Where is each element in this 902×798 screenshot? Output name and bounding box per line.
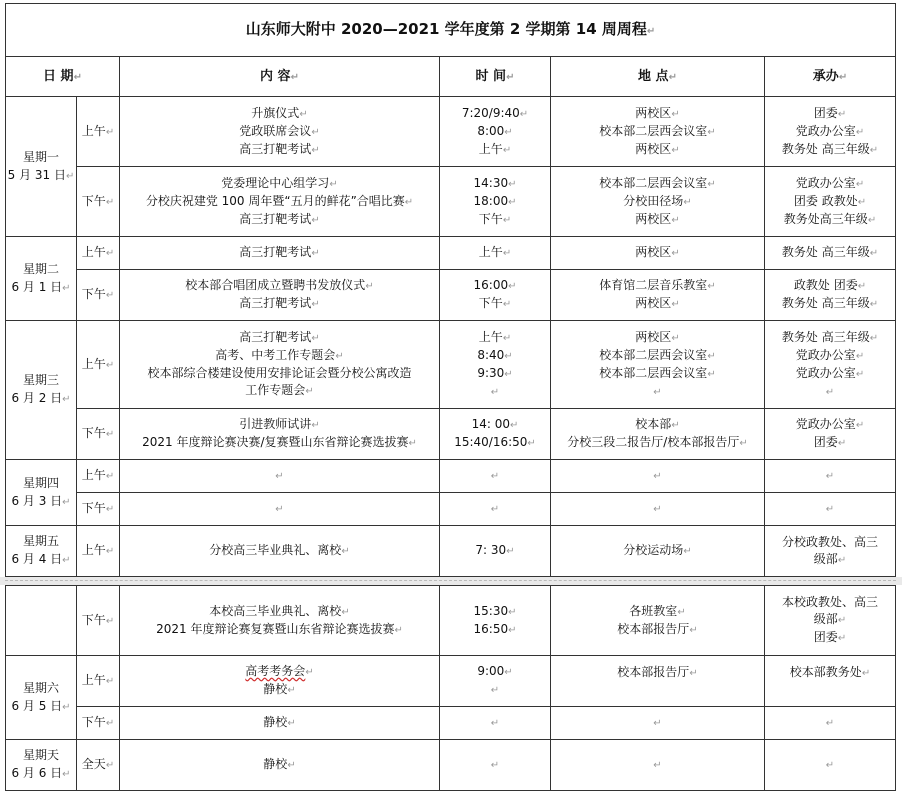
time-cell: 15:30↵ 16:50↵ bbox=[440, 586, 551, 656]
place-cell: ↵ bbox=[551, 493, 765, 526]
period-cell: 上午↵ bbox=[77, 526, 120, 577]
host-cell: 政教处 团委↵ 教务处 高三年级↵ bbox=[765, 270, 896, 321]
period-cell: 下午↵ bbox=[77, 167, 120, 237]
table-row bbox=[6, 656, 896, 707]
content-cell: 党委理论中心组学习↵ 分校庆祝建党 100 周年暨“五月的鲜花”合唱比赛↵ 高三打靶考试↵ bbox=[120, 167, 440, 237]
table-row bbox=[6, 167, 896, 237]
period-cell: 上午↵ bbox=[77, 321, 120, 409]
time-cell: 14:30↵ 18:00↵ 下午↵ bbox=[440, 167, 551, 237]
place-cell: 两校区↵ bbox=[551, 237, 765, 270]
day-cell-wed: 星期三 6 月 2 日↵ bbox=[6, 321, 77, 460]
place-cell: 两校区↵ 校本部二层西会议室↵ 校本部二层西会议室↵ ↵ bbox=[551, 321, 765, 409]
content-cell: 分校高三毕业典礼、离校↵ bbox=[120, 526, 440, 577]
day-cell-sun: 星期天 6 月 6 日↵ bbox=[6, 740, 77, 791]
time-cell: 16:00↵ 下午↵ bbox=[440, 270, 551, 321]
period-cell: 上午↵ bbox=[77, 237, 120, 270]
schedule-table-page-1 bbox=[5, 3, 896, 577]
day-cell-sat: 星期六 6 月 5 日↵ bbox=[6, 656, 77, 740]
host-cell: ↵ bbox=[765, 740, 896, 791]
content-cell: ↵ bbox=[120, 460, 440, 493]
table-row bbox=[6, 460, 896, 493]
period-cell: 上午↵ bbox=[77, 460, 120, 493]
host-cell: ↵ bbox=[765, 707, 896, 740]
host-cell: 教务处 高三年级↵ 党政办公室↵ 党政办公室↵ ↵ bbox=[765, 321, 896, 409]
period-cell: 下午↵ bbox=[77, 707, 120, 740]
time-cell: 9:00↵ ↵ bbox=[440, 656, 551, 707]
place-cell: 两校区↵ 校本部二层西会议室↵ 两校区↵ bbox=[551, 97, 765, 167]
content-cell: 校本部合唱团成立暨聘书发放仪式↵ 高三打靶考试↵ bbox=[120, 270, 440, 321]
period-cell: 下午↵ bbox=[77, 586, 120, 656]
period-cell: 下午↵ bbox=[77, 409, 120, 460]
period-cell: 上午↵ bbox=[77, 97, 120, 167]
header-date: 日 期↵ bbox=[6, 57, 120, 97]
place-cell: 各班教室↵ 校本部报告厅↵ bbox=[551, 586, 765, 656]
content-cell: 静校↵ bbox=[120, 740, 440, 791]
page-break-line bbox=[5, 580, 896, 581]
host-cell: 党政办公室↵ 团委 政教处↵ 教务处高三年级↵ bbox=[765, 167, 896, 237]
time-cell: 上午↵ 8:40↵ 9:30↵ ↵ bbox=[440, 321, 551, 409]
place-cell: ↵ bbox=[551, 460, 765, 493]
place-cell: ↵ bbox=[551, 707, 765, 740]
time-cell: 上午↵ bbox=[440, 237, 551, 270]
day-cell-thu: 星期四 6 月 3 日↵ bbox=[6, 460, 77, 526]
schedule-table-page-2 bbox=[5, 585, 896, 791]
table-row bbox=[6, 321, 896, 409]
day-cell-mon: 星期一 5 月 31 日↵ bbox=[6, 97, 77, 237]
place-cell: 分校运动场↵ bbox=[551, 526, 765, 577]
period-cell: 下午↵ bbox=[77, 493, 120, 526]
table-row bbox=[6, 237, 896, 270]
page-break bbox=[0, 577, 902, 585]
time-cell: 7: 30↵ bbox=[440, 526, 551, 577]
day-cell-fri: 星期五 6 月 4 日↵ bbox=[6, 526, 77, 577]
table-row bbox=[6, 740, 896, 791]
host-cell: 教务处 高三年级↵ bbox=[765, 237, 896, 270]
time-cell: 7:20/9:40↵ 8:00↵ 上午↵ bbox=[440, 97, 551, 167]
table-row bbox=[6, 707, 896, 740]
content-cell: 高三打靶考试↵ bbox=[120, 237, 440, 270]
header-place: 地 点↵ bbox=[551, 57, 765, 97]
period-cell: 上午↵ bbox=[77, 656, 120, 707]
host-cell: 校本部教务处↵ bbox=[765, 656, 896, 707]
time-cell: ↵ bbox=[440, 493, 551, 526]
table-row bbox=[6, 526, 896, 577]
place-cell: 校本部二层西会议室↵ 分校田径场↵ 两校区↵ bbox=[551, 167, 765, 237]
host-cell: 分校政教处、高三 级部↵ bbox=[765, 526, 896, 577]
time-cell: 14: 00↵ 15:40/16:50↵ bbox=[440, 409, 551, 460]
header-content: 内 容↵ bbox=[120, 57, 440, 97]
host-cell: ↵ bbox=[765, 493, 896, 526]
period-cell: 下午↵ bbox=[77, 270, 120, 321]
page-title: 山东师大附中 2020—2021 学年度第 2 学期第 14 周周程↵ bbox=[6, 4, 896, 57]
place-cell: 体育馆二层音乐教室↵ 两校区↵ bbox=[551, 270, 765, 321]
content-cell: 本校高三毕业典礼、离校↵ 2021 年度辩论赛复赛暨山东省辩论赛选拔赛↵ bbox=[120, 586, 440, 656]
table-row bbox=[6, 409, 896, 460]
content-cell: 引进教师试讲↵ 2021 年度辩论赛决赛/复赛暨山东省辩论赛选拔赛↵ bbox=[120, 409, 440, 460]
place-cell: 校本部↵ 分校三段二报告厅/校本部报告厅↵ bbox=[551, 409, 765, 460]
content-cell: 高三打靶考试↵ 高考、中考工作专题会↵ 校本部综合楼建设使用安排论证会暨分校公寓改造 工作专题会↵ bbox=[120, 321, 440, 409]
time-cell: ↵ bbox=[440, 460, 551, 493]
day-cell-tue: 星期二 6 月 1 日↵ bbox=[6, 237, 77, 321]
table-row bbox=[6, 97, 896, 167]
table-row bbox=[6, 270, 896, 321]
day-cell-fri-cont bbox=[6, 586, 77, 656]
content-cell: 静校↵ bbox=[120, 707, 440, 740]
place-cell: ↵ bbox=[551, 740, 765, 791]
table-row bbox=[6, 493, 896, 526]
time-cell: ↵ bbox=[440, 707, 551, 740]
place-cell: 校本部报告厅↵ bbox=[551, 656, 765, 707]
host-cell: 本校政教处、高三 级部↵ 团委↵ bbox=[765, 586, 896, 656]
content-cell: ↵ bbox=[120, 493, 440, 526]
header-host: 承办↵ bbox=[765, 57, 896, 97]
time-cell: ↵ bbox=[440, 740, 551, 791]
table-row bbox=[6, 586, 896, 656]
host-cell: ↵ bbox=[765, 460, 896, 493]
host-cell: 党政办公室↵ 团委↵ bbox=[765, 409, 896, 460]
host-cell: 团委↵ 党政办公室↵ 教务处 高三年级↵ bbox=[765, 97, 896, 167]
content-cell: 升旗仪式↵ 党政联席会议↵ 高三打靶考试↵ bbox=[120, 97, 440, 167]
header-row bbox=[6, 57, 896, 97]
header-time: 时 间↵ bbox=[440, 57, 551, 97]
content-cell: 高考考务会↵ 静校↵ bbox=[120, 656, 440, 707]
period-cell: 全天↵ bbox=[77, 740, 120, 791]
